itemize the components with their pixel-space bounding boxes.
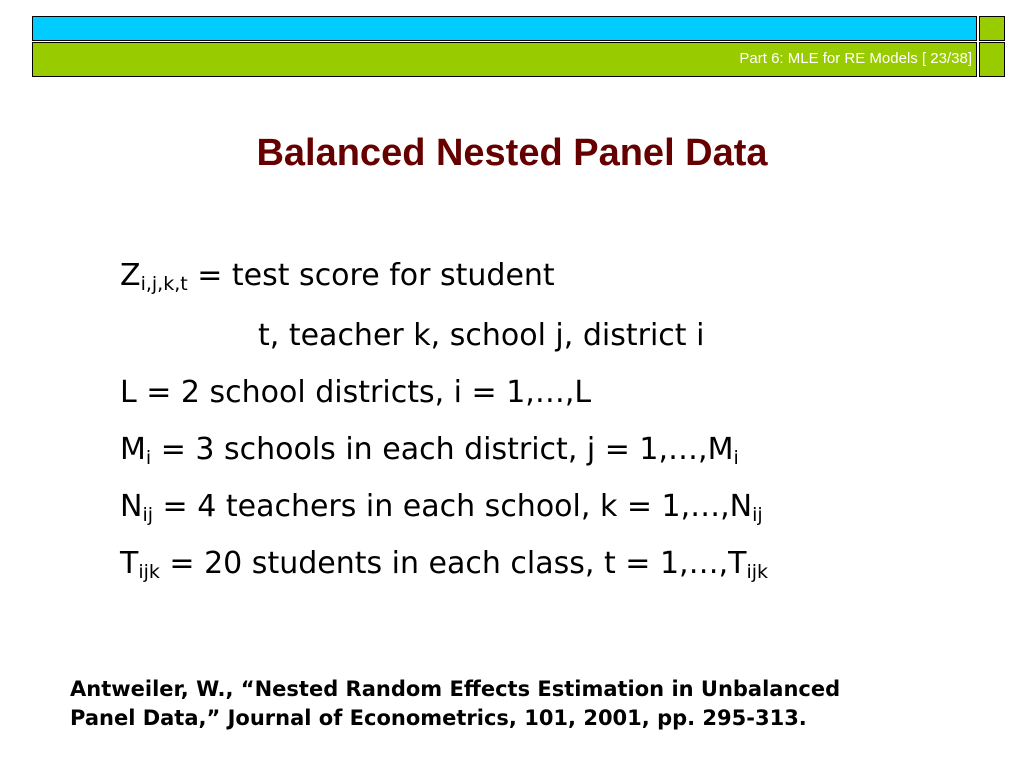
- header-top-square: [979, 16, 1005, 41]
- n-base: N: [120, 489, 143, 524]
- m-sub: i: [145, 446, 152, 469]
- slide-title: Balanced Nested Panel Data: [256, 132, 768, 174]
- z-sub: i,j,k,t: [140, 272, 188, 295]
- line-z: [120, 258, 555, 293]
- z-text: = test score for student: [187, 258, 555, 293]
- line-z-cont: t, teacher k, school j, district i: [258, 318, 705, 353]
- t-base: T: [120, 546, 139, 581]
- slide-label: Part 6: MLE for RE Models [ 23/38]: [739, 50, 972, 67]
- m-text: = 3 schools in each district, j = 1,…,M: [151, 432, 734, 467]
- t-sub: ijk: [138, 560, 160, 583]
- m-base: M: [120, 432, 146, 467]
- citation-line1: Antweiler, W., “Nested Random Effects Estimation in Unbalanced: [70, 677, 841, 701]
- t-sub2: ijk: [746, 560, 768, 583]
- citation: [70, 675, 840, 733]
- line-m: [120, 432, 739, 467]
- m-sub2: i: [733, 446, 739, 469]
- z-base: Z: [120, 258, 141, 293]
- t-text: = 20 students in each class, t = 1,…,T: [159, 546, 747, 581]
- header-main-square: [979, 42, 1005, 77]
- line-t: [120, 546, 768, 581]
- n-text: = 4 teachers in each school, k = 1,…,N: [153, 489, 753, 524]
- header-top-bar: [32, 16, 977, 41]
- n-sub2: ij: [752, 503, 763, 526]
- n-sub: ij: [142, 503, 154, 526]
- line-n: [120, 489, 763, 524]
- citation-line2: Panel Data,” Journal of Econometrics, 101, 2001, pp. 295-313.: [70, 706, 807, 730]
- line-l: L = 2 school districts, i = 1,…,L: [120, 375, 592, 410]
